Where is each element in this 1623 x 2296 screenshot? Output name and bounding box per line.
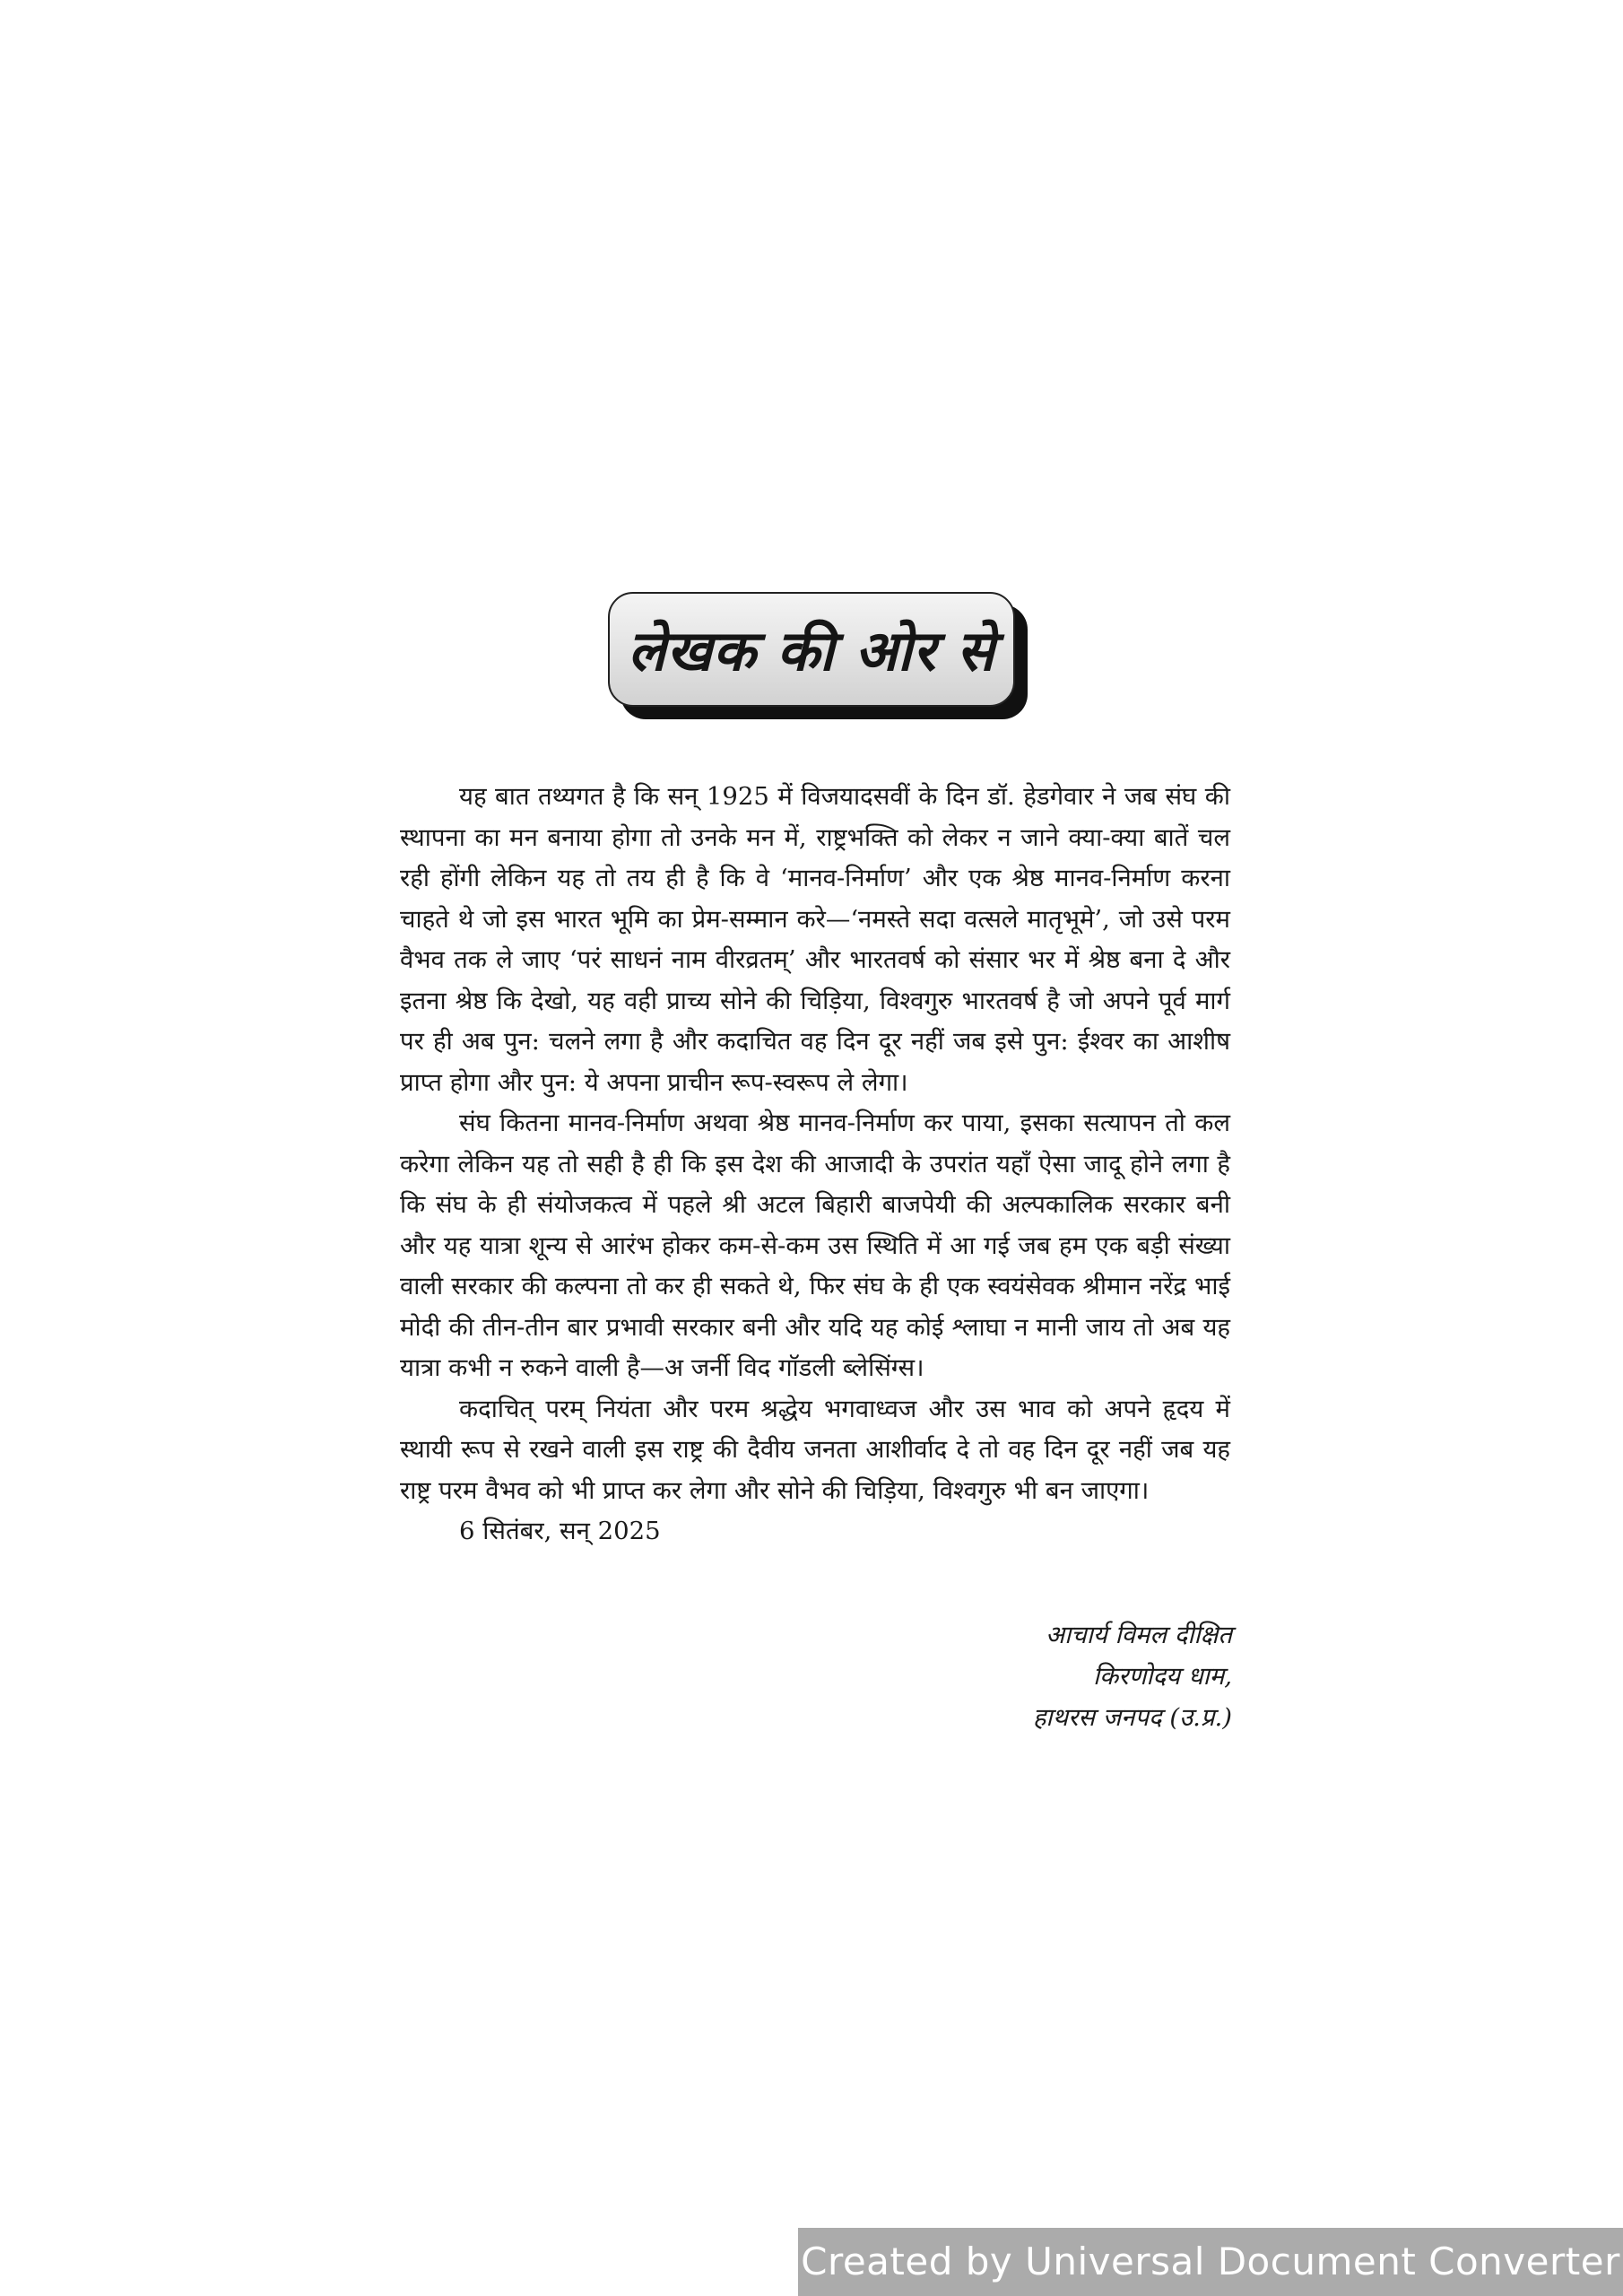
page-title: लेखक की ओर से (628, 618, 995, 683)
paragraph-2: संघ कितना मानव-निर्माण अथवा श्रेष्ठ मानव-निर्माण कर पाया, इसका सत्यापन तो कल करेगा लेकिन यह तो सही है ही कि इस देश की आजादी के उपरांत यहाँ ऐसा जादू होने लगा है कि संघ के ही संयोजकत्व में पहले श्री अटल बिहारी बाजपेयी की अल्पकालिक सरकार बनी और यह यात्रा शून्य से आरंभ होकर कम-से-कम उस स्थिति में आ गई जब हम एक बड़ी संख्या वाली सरकार की कल्पना तो कर ही सकते थे, फिर संघ के ही एक स्वयंसेवक श्रीमान नरेंद्र भाई मोदी की तीन-तीन बार प्रभावी सरकार बनी और यदि यह कोई श्लाघा न मानी जाय तो अब यह यात्रा कभी न रुकने वाली है—अ जर्नी विद गॉडली ब्लेसिंग्स। (400, 1109, 1230, 1382)
author-name: आचार्य विमल दीक्षित (1046, 1621, 1232, 1649)
author-place: किरणोदय धाम, (1092, 1662, 1232, 1691)
paragraph-3: कदाचित् परम् नियंता और परम श्रद्धेय भगवाध्वज और उस भाव को अपने हृदय में स्थायी रूप से रखने वाली इस राष्ट्र की दैवीय जनता आशीर्वाद दे तो वह दिन दूर नहीं जब यह राष्ट्र परम वैभव को भी प्राप्त कर लेगा और सोने की चिड़िया, विश्वगुरु भी बन जाएगा। (400, 1394, 1230, 1505)
paragraph-1: यह बात तथ्यगत है कि सन् 1925 में विजयादसवीं के दिन डॉ. हेडगेवार ने जब संघ की स्थापना का मन बनाया होगा तो उनके मन में, राष्ट्रभक्ति को लेकर न जाने क्या-क्या बातें चल रही होंगी लेकिन यह तो तय ही है कि वे ‘मानव-निर्माण’ और एक श्रेष्ठ मानव-निर्माण करना चाहते थे जो इस भारत भूमि का प्रेम-सम्मान करे—‘नमस्ते सदा वत्सले मातृभूमे’, जो उसे परम वैभव तक ले जाए ‘परं साधनं नाम वीरव्रतम्’ और भारतवर्ष को संसार भर में श्रेष्ठ बना दे और इतना श्रेष्ठ कि देखो, यह वही प्राच्य सोने की चिड़िया, विश्वगुरु भारतवर्ष है जो अपने पूर्व मार्ग पर ही अब पुन: चलने लगा है और कदाचित वह दिन दूर नहीं जब इसे पुन: ईश्वर का आशीष प्राप्त होगा और पुन: ये अपना प्राचीन रूप-स्वरूप ले लेगा। (400, 782, 1230, 1097)
heading-box (608, 592, 1015, 707)
watermark-banner: Created by Universal Document Converter (798, 2228, 1623, 2296)
chapter-heading (608, 592, 1028, 719)
body-text (400, 777, 1230, 1552)
author-signature (861, 1614, 1232, 1738)
author-district: हाथरस जनपद (उ.प्र.) (1032, 1703, 1232, 1732)
date-line: 6 सितंबर, सन् 2025 (459, 1517, 661, 1545)
